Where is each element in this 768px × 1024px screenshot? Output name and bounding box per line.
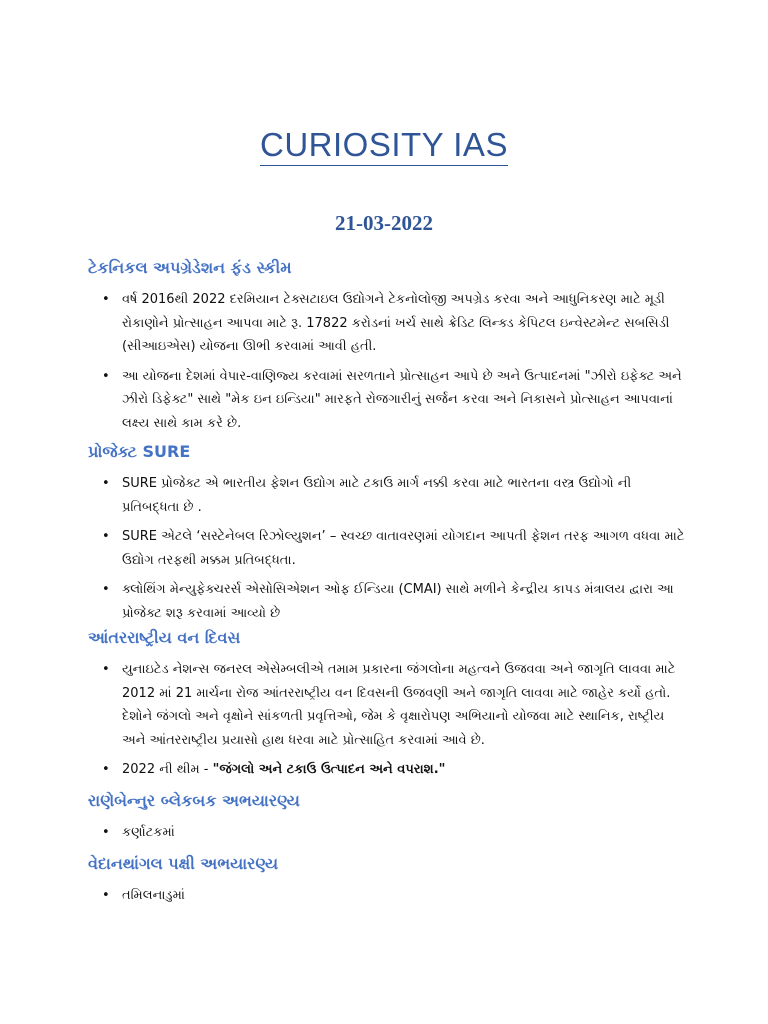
list-item xyxy=(88,821,688,845)
bullet-dot: • xyxy=(102,825,110,840)
list-item-text: SURE એટલે ‘સસ્ટેનેબલ રિઝોલ્યુશન’ – સ્વચ્છ વાતાવરણમાં યોગદાન આપતી ફેશન તરફ આગળ વધવા માટે ઉદ્યોગ તરફથી મક્કમ પ્રતિબદ્ધતા. xyxy=(122,529,685,568)
bullet-dot: • xyxy=(102,888,110,903)
list-item-theme xyxy=(88,758,688,782)
bullet-list xyxy=(88,288,688,435)
list-item xyxy=(88,288,688,359)
bullet-list xyxy=(88,821,688,845)
section-heading: વેદાનથાંગલ પક્ષી અભયારણ્ય xyxy=(88,854,279,873)
list-item-text: ક્લોથિંગ મેન્યુફેક્ચરર્સ એસોસિએશન ઓફ ઈન્ડિયા (CMAI) સાથે મળીને કેન્દ્રીય કાપડ મંત્રાલય દ્વારા આ પ્રોજેક્ટ શરૂ કરવામાં આવ્યો છે xyxy=(122,582,674,621)
bullet-dot: • xyxy=(102,476,110,491)
bullet-dot: • xyxy=(102,762,110,777)
bullet-dot: • xyxy=(102,529,110,544)
bullet-list xyxy=(88,884,688,908)
list-item xyxy=(88,884,688,908)
section-technical-upgradation xyxy=(88,257,688,441)
document-title xyxy=(0,126,768,164)
section-heading: ટેકનિકલ અપગ્રેડેશન ફંડ સ્કીમ xyxy=(88,258,292,277)
section-heading: રાણેબેન્નુર બ્લેકબક અભયારણ્ય xyxy=(88,791,300,810)
document-date: 21-03-2022 xyxy=(335,211,433,235)
bullet-dot: • xyxy=(102,662,110,677)
section-heading: આંતરરાષ્ટ્રીય વન દિવસ xyxy=(88,628,241,647)
section-vedanthangal-bird xyxy=(88,853,688,914)
list-item xyxy=(88,525,688,572)
list-item-text: SURE પ્રોજેક્ટ એ ભારતીય ફેશન ઉદ્યોગ માટે ટકાઉ માર્ગ નક્કી કરવા માટે ભારતના વસ્ત્ર ઉદ્યોગો ની પ્રતિબદ્ધતા છે . xyxy=(122,476,632,515)
section-ranebennur-blackbuck xyxy=(88,790,688,851)
list-item-text: આ યોજના દેશમાં વેપાર-વાણિજ્ય કરવામાં સરળતાને પ્રોત્સાહન આપે છે અને ઉત્પાદનમાં "ઝીરો ઇફેક્ટ અને ઝીરો ડિફેક્ટ" સાથે "મેક ઇન ઇન્ડિયા" મારફતે રોજગારીનું સર્જન કરવા અને નિકાસને પ્રોત્સાહન આપવાનાં લક્ષ્ય સાથે કામ કરે છે. xyxy=(122,368,682,431)
bullet-dot: • xyxy=(102,582,110,597)
list-item-text: વર્ષ 2016થી 2022 દરમિયાન ટેક્સટાઇલ ઉદ્યોગને ટેકનોલોજી અપગ્રેડ કરવા અને આધુનિકરણ માટે મૂડી રોકાણોને પ્રોત્સાહન આપવા માટે રૂ. 17822 કરોડનાં ખર્ચ સાથે ક્રેડિટ લિન્ક્ડ કેપિટલ ઇન્વેસ્ટમેન્ટ સબસિડી (સીઆઇએસ) યોજના ઊભી કરવામાં આવી હતી. xyxy=(122,292,670,354)
list-item xyxy=(88,578,688,625)
list-item xyxy=(88,365,688,436)
bullet-dot: • xyxy=(102,368,110,384)
theme-text: "જંગલો અને ટકાઉ ઉત્પાદન અને વપરાશ." xyxy=(212,762,446,777)
section-project-sure xyxy=(88,441,688,631)
bullet-dot: • xyxy=(102,292,110,307)
document-title-text: CURIOSITY IAS xyxy=(260,126,508,166)
section-international-forest-day xyxy=(88,627,688,788)
theme-prefix: 2022 ની થીમ - xyxy=(122,762,213,777)
bullet-list xyxy=(88,472,688,625)
list-item xyxy=(88,658,688,752)
list-item-text: યુનાઇટેડ નેશન્સ જનરલ એસેમ્બલીએ તમામ પ્રકારના જંગલોના મહત્વને ઉજવવા અને જાગૃતિ લાવવા માટે 2012 માં 21 માર્ચના રોજ આંતરરાષ્ટ્રીય વન દિવસની ઉજવણી અને જાગૃતિ લાવવા માટે જાહેર કર્યો હતો. દેશોને જંગલો અને વૃક્ષોને સાંકળતી પ્રવૃત્તિઓ, જેમ કે વૃક્ષારોપણ અભિયાનો યોજવા માટે સ્થાનિક, રાષ્ટ્રીય અને આંતરરાષ્ટ્રીય પ્રયાસો હાથ ધરવા માટે પ્રોત્સાહિત કરવામાં આવે છે. xyxy=(122,662,676,748)
list-item-text: તમિલનાડુમાં xyxy=(122,888,185,903)
section-heading: પ્રોજેક્ટ SURE xyxy=(88,442,191,461)
list-item xyxy=(88,472,688,519)
bullet-list xyxy=(88,658,688,782)
list-item-text: કર્ણાટકમાં xyxy=(122,825,175,840)
